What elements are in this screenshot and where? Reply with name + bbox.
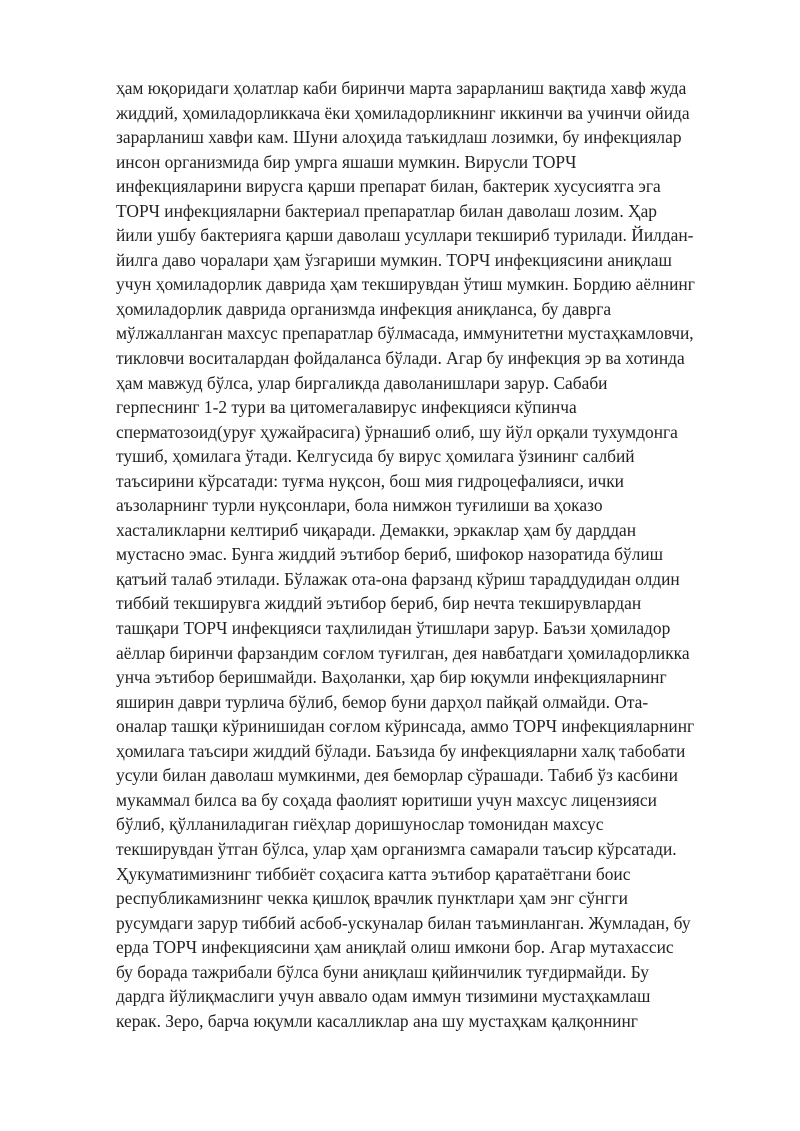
text-line: ташқари ТОРЧ инфекцияси таҳлилидан ўтишлари зарур. Баъзи ҳомиладор: [116, 618, 671, 639]
text-line: текширувдан ўтган бўлса, улар ҳам организмга самарали таъсир кўрсатади.: [116, 838, 677, 859]
text-line: инсон организмида бир умрга яшаши мумкин. Вирусли ТОРЧ: [116, 151, 577, 172]
text-line: мустасно эмас. Бунга жиддий эътибор бериб, шифокор назоратида бўлиш: [116, 544, 664, 565]
text-line: тушиб, ҳомилага ўтади. Келгусида бу вирус ҳомилага ўзининг салбий: [116, 446, 635, 467]
text-line: унча эътибор беришмайди. Ваҳоланки, ҳар бир юқумли инфекцияларнинг: [116, 667, 667, 688]
text-line: қатъий талаб этилади. Бўлажак ота-она фарзанд кўриш тараддудидан олдин: [116, 568, 680, 589]
text-line: мукаммал билса ва бу соҳада фаолият юритиши учун махсус лицензияси: [116, 789, 657, 810]
text-line: тикловчи воситалардан фойдаланса бўлади. Агар бу инфекция эр ва хотинда: [116, 348, 685, 369]
text-line: республикамизнинг чекка қишлоқ врачлик пунктлари ҳам энг сўнгги: [116, 888, 628, 909]
text-line: аёллар биринчи фарзандим соғлом туғилган, дея навбатдаги ҳомиладорликка: [116, 642, 690, 663]
text-line: ҳомилага таъсири жиддий бўлади. Баъзида бу инфекцияларни халқ табобати: [116, 740, 686, 761]
text-line: ҳам мавжуд бўлса, улар биргаликда даволанишлари зарур. Сабаби: [116, 372, 608, 393]
text-line: жиддий, ҳомиладорликкача ёки ҳомиладорликнинг иккинчи ва учинчи ойида: [116, 102, 690, 123]
text-line: керак. Зеро, барча юқумли касалликлар ана шу мустаҳкам қалқоннинг: [116, 1010, 638, 1031]
text-line: Ҳукуматимизнинг тиббиёт соҳасига катта эътибор қаратаётгани боис: [116, 863, 631, 884]
text-line: сперматозоид(уруғ ҳужайрасига) ўрнашиб олиб, шу йўл орқали тухумдонга: [116, 421, 678, 442]
text-line: хасталикларни келтириб чиқаради. Демакки, эркаклар ҳам бу дарддан: [116, 519, 637, 540]
text-line: таъсирини кўрсатади: туғма нуқсон, бош мия гидроцефалияси, ички: [116, 470, 624, 491]
text-line: ерда ТОРЧ инфекциясини ҳам аниқлай олиш имкони бор. Агар мутахассис: [116, 937, 674, 958]
text-line: яширин даври турлича бўлиб, бемор буни дарҳол пайқай олмайди. Ота-: [116, 691, 649, 712]
text-line: бу борада тажрибали бўлса буни аниқлаш қийинчилик туғдирмайди. Бу: [116, 961, 649, 982]
text-line: йилга даво чоралари ҳам ўзгариши мумкин. ТОРЧ инфекциясини аниқлаш: [116, 249, 672, 270]
text-line: мўлжалланган махсус препаратлар бўлмасада, иммунитетни мустаҳкамловчи,: [116, 323, 694, 344]
text-line: тиббий текширувга жиддий эътибор бериб, бир нечта текширувлардан: [116, 593, 642, 614]
text-line: ҳомиладорлик даврида организмда инфекция аниқланса, бу даврга: [116, 298, 612, 319]
text-line: ҳам юқоридаги ҳолатлар каби биринчи марта зарарланиш вақтида хавф жуда: [116, 78, 687, 98]
text-line: герпеснинг 1-2 тури ва цитомегалавирус инфекцияси кўпинча: [116, 397, 577, 418]
text-line: ТОРЧ инфекцияларни бактериал препаратлар билан даволаш лозим. Ҳар: [116, 200, 658, 221]
text-line: бўлиб, қўлланиладиган гиёҳлар доришунослар томонидан махсус: [116, 814, 604, 835]
text-line: учун ҳомиладорлик даврида ҳам текширувдан ўтиш мумкин. Бордию аёлнинг: [116, 274, 695, 295]
text-line: инфекцияларини вирусга қарши препарат билан, бактерик хусусиятга эга: [116, 176, 661, 197]
text-line: оналар ташқи кўринишидан соғлом кўринсада, аммо ТОРЧ инфекцияларнинг: [116, 716, 695, 737]
text-line: усули билан даволаш мумкинми, дея беморлар сўрашади. Табиб ўз касбини: [116, 765, 678, 786]
text-line: аъзоларнинг турли нуқсонлари, бола нимжон туғилиши ва ҳоказо: [116, 495, 603, 516]
text-line: йили ушбу бактерияга қарши даволаш усуллари текшириб турилади. Йилдан-: [116, 225, 694, 246]
body-text: [116, 76, 756, 1033]
text-line: русумдаги зарур тиббий асбоб-ускуналар билан таъминланган. Жумладан, бу: [116, 912, 691, 933]
text-line: зарарланиш хавфи кам. Шуни алоҳида таъкидлаш лозимки, бу инфекциялар: [116, 127, 682, 148]
text-line: дардга йўлиқмаслиги учун аввало одам иммун тизимини мустаҳкамлаш: [116, 986, 651, 1007]
